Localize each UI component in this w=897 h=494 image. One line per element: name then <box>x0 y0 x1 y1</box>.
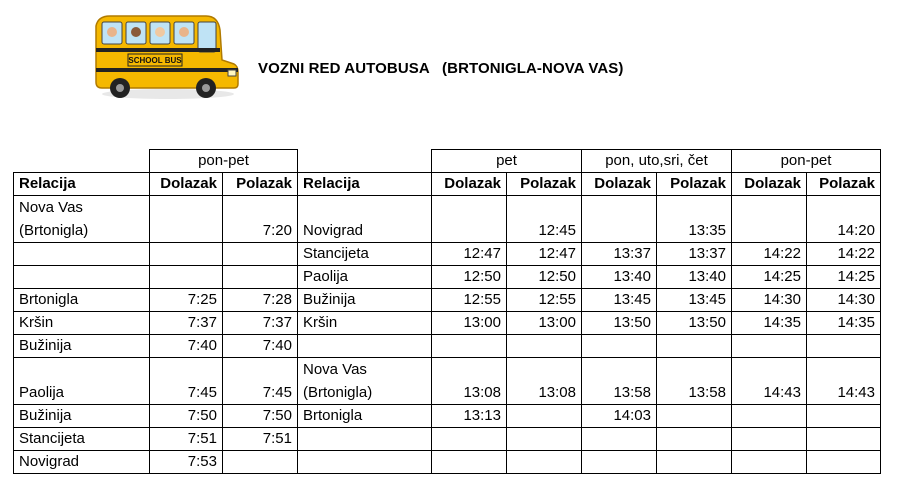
table-row <box>14 289 881 312</box>
time-cell <box>732 428 807 451</box>
time-cell <box>657 405 732 428</box>
time-cell: 12:47 <box>432 243 507 266</box>
time-cell: 13:45 <box>582 289 657 312</box>
stop-name: Paolija <box>298 266 432 289</box>
time-cell <box>582 196 657 243</box>
header-dolazak: Dolazak <box>432 173 507 196</box>
stop-name: Brtonigla <box>14 289 150 312</box>
time-cell: 13:35 <box>657 196 732 243</box>
time-cell: 14:20 <box>807 196 881 243</box>
time-cell: 14:22 <box>732 243 807 266</box>
time-cell: 14:35 <box>807 312 881 335</box>
time-cell: 13:37 <box>582 243 657 266</box>
page-title: VOZNI RED AUTOBUSA (BRTONIGLA-NOVA VAS) <box>258 60 624 77</box>
time-cell: 13:50 <box>582 312 657 335</box>
time-cell <box>807 335 881 358</box>
stop-name: Stancijeta <box>298 243 432 266</box>
time-cell: 13:08 <box>507 358 582 405</box>
time-cell: 12:50 <box>432 266 507 289</box>
time-cell: 13:50 <box>657 312 732 335</box>
time-cell <box>507 451 582 474</box>
time-cell: 14:30 <box>732 289 807 312</box>
group-left: pon-pet <box>150 150 298 173</box>
time-cell: 12:47 <box>507 243 582 266</box>
departure-time: 7:37 <box>223 312 298 335</box>
stop-name: Bužinija <box>14 405 150 428</box>
departure-time: 7:40 <box>223 335 298 358</box>
time-cell <box>507 335 582 358</box>
header-relacija: Relacija <box>14 173 150 196</box>
stop-name: Bužinija <box>14 335 150 358</box>
stop-name: Novigrad <box>298 196 432 243</box>
time-cell <box>807 405 881 428</box>
stop-name: Kršin <box>298 312 432 335</box>
time-cell <box>732 335 807 358</box>
time-cell: 12:45 <box>507 196 582 243</box>
time-cell: 12:50 <box>507 266 582 289</box>
time-cell <box>657 335 732 358</box>
group-pon-pet: pon-pet <box>732 150 881 173</box>
arrival-time <box>150 266 223 289</box>
table-row <box>14 358 881 405</box>
departure-time: 7:28 <box>223 289 298 312</box>
departure-time: 7:51 <box>223 428 298 451</box>
time-cell: 14:25 <box>732 266 807 289</box>
time-cell <box>732 405 807 428</box>
departure-time: 7:45 <box>223 358 298 405</box>
header-dolazak: Dolazak <box>582 173 657 196</box>
time-cell: 13:00 <box>507 312 582 335</box>
arrival-time: 7:53 <box>150 451 223 474</box>
time-cell <box>807 451 881 474</box>
stop-name: Novigrad <box>14 451 150 474</box>
stop-name: Brtonigla <box>298 405 432 428</box>
time-cell: 14:30 <box>807 289 881 312</box>
stop-name <box>14 243 150 266</box>
time-cell: 14:43 <box>732 358 807 405</box>
departure-time: 7:20 <box>223 196 298 243</box>
time-cell <box>432 335 507 358</box>
time-cell: 13:58 <box>657 358 732 405</box>
time-cell <box>657 428 732 451</box>
arrival-time <box>150 196 223 243</box>
time-cell <box>507 405 582 428</box>
header-polazak: Polazak <box>507 173 582 196</box>
time-cell <box>807 428 881 451</box>
time-cell: 13:13 <box>432 405 507 428</box>
time-cell: 12:55 <box>507 289 582 312</box>
time-cell: 14:43 <box>807 358 881 405</box>
time-cell: 13:40 <box>657 266 732 289</box>
header-dolazak: Dolazak <box>732 173 807 196</box>
departure-time <box>223 451 298 474</box>
table-row <box>14 335 881 358</box>
arrival-time: 7:45 <box>150 358 223 405</box>
table-row <box>14 451 881 474</box>
time-cell: 12:55 <box>432 289 507 312</box>
time-cell <box>432 196 507 243</box>
time-cell <box>582 335 657 358</box>
departure-time <box>223 266 298 289</box>
time-cell <box>582 451 657 474</box>
table-row <box>14 312 881 335</box>
header-dolazak: Dolazak <box>150 173 223 196</box>
stop-name <box>14 266 150 289</box>
time-cell <box>432 451 507 474</box>
group-header-row <box>14 150 881 173</box>
header-polazak: Polazak <box>223 173 298 196</box>
arrival-time: 7:40 <box>150 335 223 358</box>
stop-name <box>298 451 432 474</box>
bus-sign-text: SCHOOL BUS <box>128 56 182 65</box>
arrival-time: 7:37 <box>150 312 223 335</box>
header-relacija: Relacija <box>298 173 432 196</box>
arrival-time: 7:25 <box>150 289 223 312</box>
stop-name: Kršin <box>14 312 150 335</box>
school-bus-illustration <box>88 8 240 100</box>
time-cell: 13:58 <box>582 358 657 405</box>
time-cell: 13:37 <box>657 243 732 266</box>
column-header-row <box>14 173 881 196</box>
stop-name <box>298 428 432 451</box>
time-cell <box>657 451 732 474</box>
group-pon-cet: pon, uto,sri, čet <box>582 150 732 173</box>
time-cell: 13:40 <box>582 266 657 289</box>
stop-name <box>298 335 432 358</box>
time-cell: 13:08 <box>432 358 507 405</box>
time-cell: 14:03 <box>582 405 657 428</box>
arrival-time: 7:51 <box>150 428 223 451</box>
stop-name: Nova Vas (Brtonigla) <box>14 196 150 243</box>
table-row <box>14 405 881 428</box>
departure-time: 7:50 <box>223 405 298 428</box>
time-cell: 13:45 <box>657 289 732 312</box>
timetable <box>13 149 881 474</box>
stop-name: Stancijeta <box>14 428 150 451</box>
time-cell <box>432 428 507 451</box>
arrival-time <box>150 243 223 266</box>
stop-name: Paolija <box>14 358 150 405</box>
arrival-time: 7:50 <box>150 405 223 428</box>
header-polazak: Polazak <box>657 173 732 196</box>
table-row <box>14 266 881 289</box>
group-pet: pet <box>432 150 582 173</box>
time-cell: 13:00 <box>432 312 507 335</box>
table-row <box>14 428 881 451</box>
time-cell <box>507 428 582 451</box>
stop-name: Bužinija <box>298 289 432 312</box>
time-cell: 14:25 <box>807 266 881 289</box>
time-cell <box>732 196 807 243</box>
time-cell: 14:22 <box>807 243 881 266</box>
time-cell <box>582 428 657 451</box>
stop-name: Nova Vas (Brtonigla) <box>298 358 432 405</box>
departure-time <box>223 243 298 266</box>
table-row <box>14 243 881 266</box>
header-polazak: Polazak <box>807 173 881 196</box>
table-row <box>14 196 881 243</box>
time-cell: 14:35 <box>732 312 807 335</box>
time-cell <box>732 451 807 474</box>
